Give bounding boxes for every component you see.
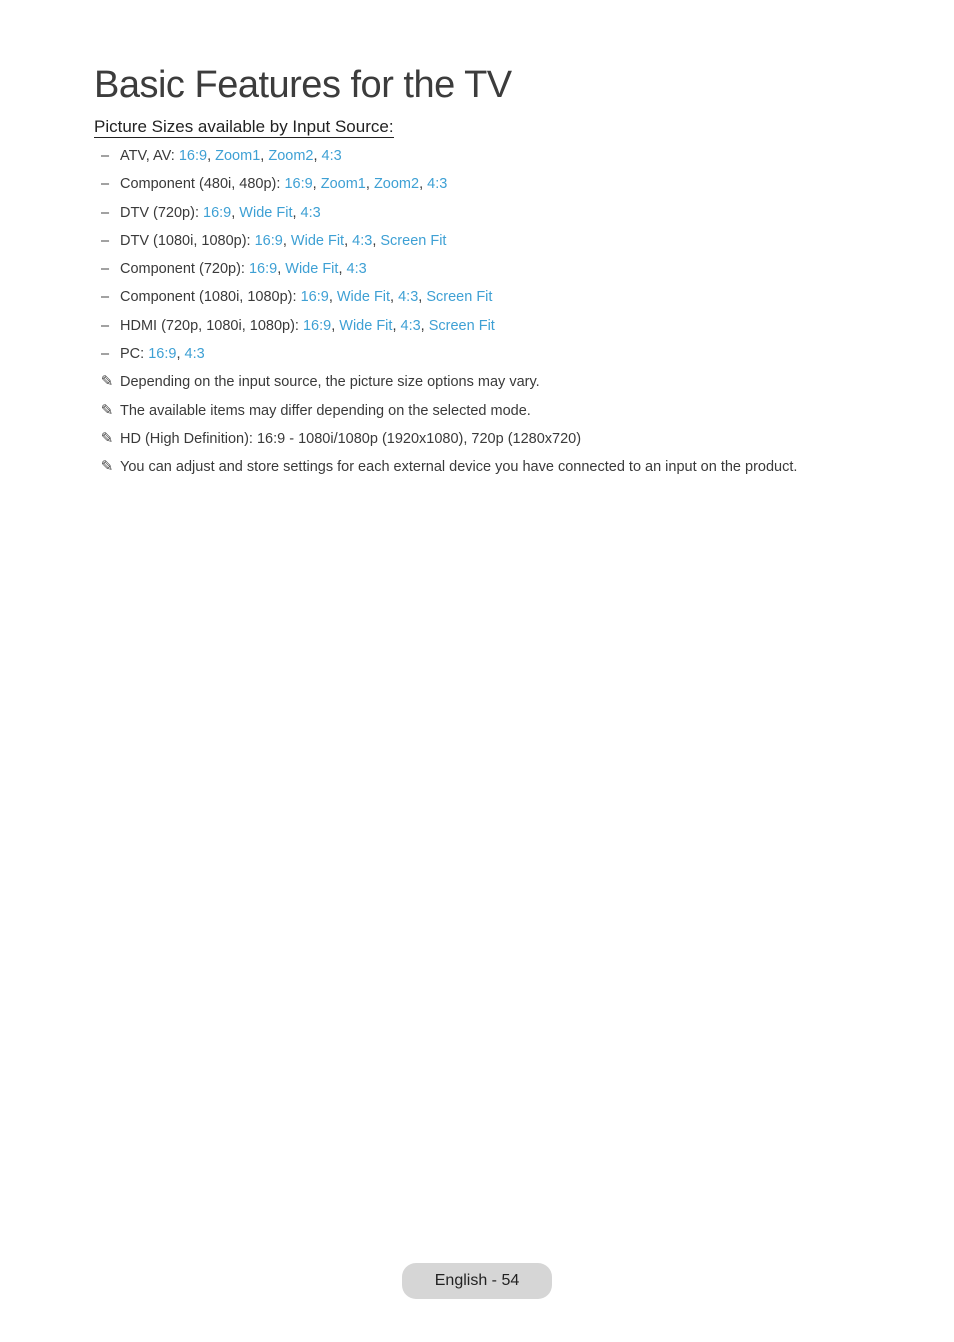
- input-source-label: ATV, AV:: [120, 148, 179, 164]
- dash-bullet: –: [100, 261, 110, 278]
- input-source-label: Component (720p):: [120, 261, 249, 278]
- note-text: HD (High Definition): 16:9 - 1080i/1080p (1920x1080), 720p (1280x720): [120, 430, 582, 447]
- picture-size-link[interactable]: 16:9: [148, 346, 177, 363]
- picture-size-link[interactable]: 4:3: [398, 289, 419, 306]
- picture-size-link[interactable]: 4:3: [321, 148, 342, 164]
- picture-size-link[interactable]: 16:9: [302, 317, 332, 334]
- notes-list: [94, 368, 874, 481]
- page-title: Basic Features for the TV: [94, 64, 512, 106]
- list-item: [94, 312, 874, 340]
- picture-size-link[interactable]: Wide Fit: [290, 232, 345, 249]
- picture-size-link[interactable]: Zoom2: [373, 176, 420, 193]
- picture-size-link[interactable]: 4:3: [352, 232, 373, 249]
- picture-size-link[interactable]: Wide Fit: [285, 261, 339, 278]
- picture-size-link[interactable]: Screen Fit: [380, 232, 447, 249]
- picture-size-link[interactable]: Screen Fit: [426, 289, 493, 306]
- input-source-label: Component (1080i, 1080p):: [120, 289, 301, 306]
- input-source-label: Component (480i, 480p):: [120, 176, 285, 193]
- pencil-note-icon: ✎: [100, 458, 114, 476]
- picture-size-link[interactable]: Zoom2: [268, 148, 314, 164]
- picture-size-link[interactable]: 4:3: [400, 317, 421, 334]
- content-area: [94, 142, 874, 482]
- dash-bullet: –: [100, 204, 110, 221]
- dash-bullet: –: [100, 176, 110, 193]
- page-number-badge: English - 54: [402, 1263, 552, 1299]
- picture-size-link[interactable]: Wide Fit: [336, 289, 391, 306]
- list-item-text: Component (720p): 16:9, Wide Fit, 4:3: [120, 261, 367, 278]
- input-source-label: DTV (720p):: [120, 204, 203, 221]
- input-source-label: PC:: [120, 346, 149, 363]
- picture-size-link[interactable]: 16:9: [300, 289, 329, 306]
- list-item: [94, 227, 874, 255]
- pencil-note-icon: ✎: [100, 373, 114, 391]
- dash-bullet: –: [100, 317, 110, 334]
- dash-bullet: –: [100, 148, 110, 164]
- dash-bullet: –: [100, 232, 110, 249]
- list-item-text: DTV (720p): 16:9, Wide Fit, 4:3: [120, 204, 321, 221]
- picture-size-link[interactable]: 4:3: [427, 176, 448, 193]
- note-text: Depending on the input source, the picture size options may vary.: [120, 374, 540, 391]
- picture-size-link[interactable]: 4:3: [300, 204, 321, 221]
- input-source-list: [94, 142, 874, 368]
- input-source-label: DTV (1080i, 1080p):: [120, 232, 255, 249]
- note-item: [94, 368, 874, 396]
- list-item: [94, 283, 874, 311]
- list-item-text: ATV, AV: 16:9, Zoom1, Zoom2, 4:3: [120, 148, 342, 164]
- note-text: You can adjust and store settings for each external device you have connected to an input on the product.: [120, 459, 798, 476]
- dash-bullet: –: [100, 289, 110, 306]
- picture-size-link[interactable]: 16:9: [178, 148, 208, 164]
- note-text: The available items may differ depending on the selected mode.: [120, 402, 531, 419]
- picture-size-link[interactable]: Zoom1: [215, 148, 261, 164]
- list-item-text: PC: 16:9, 4:3: [120, 346, 205, 363]
- list-item: [94, 199, 874, 227]
- list-item: [94, 340, 874, 368]
- input-source-label: HDMI (720p, 1080i, 1080p):: [120, 317, 303, 334]
- list-item-text: Component (480i, 480p): 16:9, Zoom1, Zoom2, 4:3: [120, 176, 448, 193]
- picture-size-link[interactable]: Wide Fit: [339, 317, 393, 334]
- picture-size-link[interactable]: Wide Fit: [239, 204, 293, 221]
- picture-size-link[interactable]: 16:9: [284, 176, 313, 193]
- picture-size-link[interactable]: 16:9: [254, 232, 283, 249]
- picture-size-link[interactable]: Screen Fit: [428, 317, 495, 334]
- note-item: [94, 453, 874, 481]
- list-item: [94, 255, 874, 283]
- pencil-note-icon: ✎: [100, 401, 114, 419]
- note-item: [94, 397, 874, 425]
- section-heading: Picture Sizes available by Input Source:: [94, 117, 394, 136]
- picture-size-link[interactable]: Zoom1: [320, 176, 366, 193]
- list-item-text: DTV (1080i, 1080p): 16:9, Wide Fit, 4:3, Screen Fit: [120, 232, 447, 249]
- picture-size-link[interactable]: 16:9: [248, 261, 278, 278]
- list-item: [94, 142, 874, 170]
- pencil-note-icon: ✎: [100, 429, 114, 447]
- list-item-text: Component (1080i, 1080p): 16:9, Wide Fit, 4:3, Screen Fit: [120, 289, 493, 306]
- list-item: [94, 170, 874, 198]
- picture-size-link[interactable]: 4:3: [184, 346, 205, 363]
- list-item-text: HDMI (720p, 1080i, 1080p): 16:9, Wide Fit, 4:3, Screen Fit: [120, 317, 495, 334]
- picture-size-link[interactable]: 16:9: [203, 204, 232, 221]
- dash-bullet: –: [100, 346, 110, 363]
- note-item: [94, 425, 874, 453]
- picture-size-link[interactable]: 4:3: [346, 261, 367, 278]
